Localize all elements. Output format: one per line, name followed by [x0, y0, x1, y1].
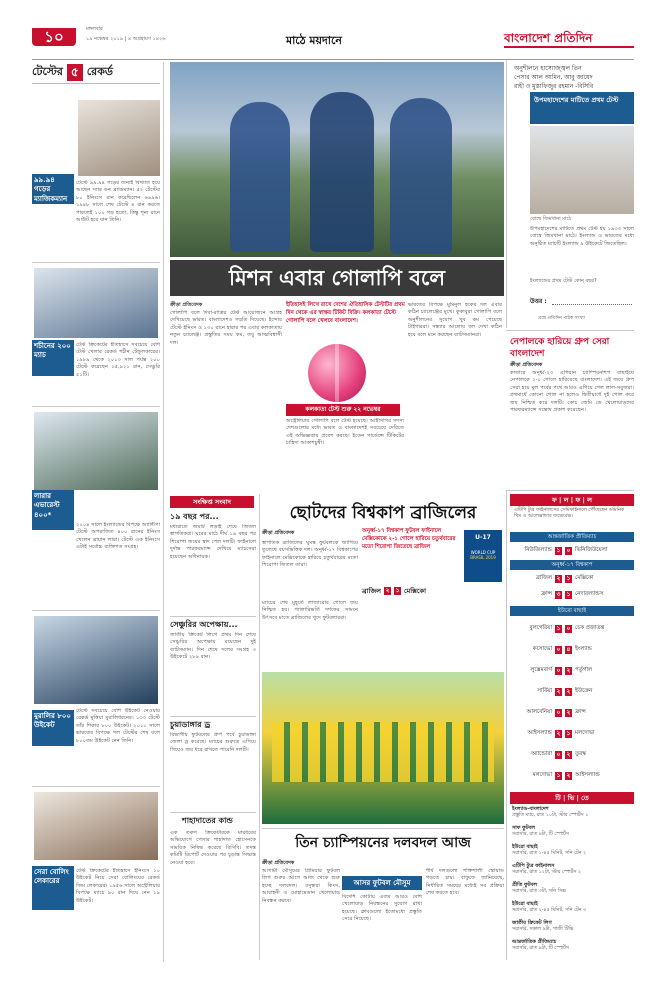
nepal-body: কাতারে অনূর্ধ্ব-২৩ এশিয়ান চ্যাম্পিয়নশিপ বাছাইয়ে নেপালকে ২-০ গোলে হারিয়েছে বাংলাদেশ। এই জয়ে গ্রুপ সেরা হয়ে মূল পর্বের পথে আরও এগিয়ে গেল লাল-সবুজরা। প্রথমার্ধে কোনো গোল না হলেও দ্বিতীয়ার্ধে দুই গোল করে জয় নিশ্চিত করে দলটি। কোচ জেমি ডে খেলোয়াড়দের পারফরম্যান্সে সন্তোষ প্রকাশ করেছেন। — [510, 370, 634, 413]
brief-4-title: শাহাদাতের কান্ড — [182, 816, 233, 825]
wc-byline: ক্রীড়া প্রতিবেদক — [262, 530, 295, 536]
tv-label: টি | ভি | তে — [510, 792, 634, 804]
fulfol-note: এটিপি ট্যুর ফাইনালসের সেমিফাইনালে পৌঁছেছেন ডমিনিক থিম ও আলেক্সান্ডার জভেরেভ। — [514, 508, 625, 520]
header-day: মঙ্গলবার — [86, 26, 103, 32]
records-title-num: ৫ — [67, 64, 83, 80]
section-title: মাঠে ময়দানে — [286, 34, 342, 47]
champ-byline: ক্রীড়া প্রতিবেদক — [262, 860, 295, 866]
euro-row — [512, 618, 632, 639]
euro-2-sb: ২ — [566, 666, 571, 674]
mission-body-3: ভারতের বিপক্ষে মুমিনুল হকের দল এবার কঠিন চ্যালেঞ্জের মুখে। কুকাবুরা গোলাপি বলে অনুশীলনের সুযোগ খুব কম পেয়েছে টাইগাররা। সন্ধ্যার আলোয় বল দেখা কঠিন হবে বলে মনে করছেন ব্যাটসম্যানরা। — [408, 302, 502, 338]
tv-6-head: জাতীয় ক্রিকেট লিগ — [512, 920, 552, 926]
nepal-byline: ক্রীড়া প্রতিবেদক — [510, 362, 543, 368]
intl-score-a: ১ — [556, 547, 561, 554]
fulfol-label: ফ | ল | ফ | ল — [510, 494, 634, 506]
sachin-photo — [34, 268, 158, 338]
mission-headline — [170, 260, 504, 296]
record-4-title: মুরালির ৮০০ উইকেট — [32, 710, 74, 746]
wc-body-2: ম্যাচের শেষ মুহূর্তে লাজারোর গোলে জয় নিশ্চিত হয়। গ্যালারিভর্তি দর্শকের সামনে উৎসবে মাতে ব্রাজিলের খুদে ফুটবলাররা। — [262, 600, 358, 621]
nepal-title: নেপালকে হারিয়ে গ্রুপ সেরা বাংলাদেশ — [510, 337, 610, 360]
ball-caption — [286, 404, 400, 416]
tv-3-head: এটিপি ট্যুর ফাইনালস — [512, 863, 555, 869]
champ-body-1: আগামী মৌসুমের প্রিমিয়ার ফুটবল লিগ শুরুর আগে আজ থেকে শুরু হচ্ছে দলবদল। বসুন্ধরা কিংস, আবাহনী ও মোহামেডান খেলোয়াড় নিবন্ধন করবে। — [262, 868, 340, 904]
logo-text: বাংলাদেশ প্রতিদিন — [504, 31, 593, 45]
wc-score-away-goals: ১ — [395, 587, 400, 594]
muralitharan-photo — [34, 616, 158, 704]
euro-row — [512, 744, 632, 765]
tv-4-head: প্রীতি ফুটবল — [512, 882, 537, 888]
tv-5-line: সরাসরি, রাত ২-৪৫ মিনিট, সনি টেন ৩ — [512, 907, 587, 913]
euro-4-sa: ০ — [556, 708, 561, 716]
tv-3-line: সরাসরি, রাত ১২টা, স্টার স্পোর্টস ২ — [512, 869, 582, 875]
brief-2-title: সেঞ্চুরির অপেক্ষায়... — [170, 620, 238, 629]
u17-2-a: ফ্রান্স — [541, 591, 552, 598]
euro-0-a: বুলগেরিয়া — [529, 624, 552, 631]
u17-1-a: ব্রাজিল — [535, 575, 552, 582]
tv-item — [512, 863, 634, 882]
tv-0-head: ইংল্যান্ড-বাংলাদেশ — [512, 806, 549, 812]
lara-photo — [34, 412, 158, 490]
wc-logo-c: BRASIL 2019 — [470, 555, 496, 561]
wc-logo — [464, 530, 502, 582]
brief-label-text: সংক্ষিপ্ত সংবাদ — [193, 498, 231, 506]
euro-6-b: তুরস্ক — [575, 750, 587, 757]
euro-7-sa: ১ — [556, 771, 561, 779]
euro-0-b: চেক প্রজাতন্ত্র — [575, 624, 605, 631]
wc-note: অনূর্ধ্ব-১৭ বিশ্বকাপ ফুটবল ফাইনালে মেক্সিকোকে ২-১ গোলে হারিয়ে চতুর্থবারের মতো শিরোপা জিতেছে ব্রাজিল — [362, 528, 456, 550]
euro-row — [512, 723, 632, 744]
quiz-photo — [530, 126, 634, 214]
record-2-title: শচীনের ২০০ ম্যাচ — [32, 340, 74, 376]
tv-item — [512, 882, 634, 901]
page-header — [0, 0, 650, 48]
euro-label: ইউরো বাছাই — [510, 606, 634, 616]
brief-2-body: জাতীয় ক্রিকেট লিগে প্রথম দিন শেষে সেঞ্চুরির অপেক্ষায় রয়েছেন দুই ব্যাটসম্যান। দিন শেষে দলের সংগ্রহ ৩ উইকেটে ২৮৯ রান। — [170, 632, 256, 661]
euro-row — [512, 681, 632, 702]
u17-row-2 — [512, 588, 632, 602]
euro-0-sb: ০ — [566, 624, 571, 632]
tv-6-line: সরাসরি, সকাল ৯টা, গাজী টিভি — [512, 926, 574, 932]
record-1-title: ৯৯.৯৪ গড়ের ম্যাজিকম্যান — [32, 174, 74, 204]
wc-score-home-goals: ২ — [385, 587, 390, 594]
champ-headline: তিন চ্যাম্পিয়নের দলবদল আজ — [295, 835, 471, 851]
intl-team-b: ভিনিজিউয়েলা — [575, 547, 608, 554]
u17-2-sb: ১ — [566, 591, 571, 598]
quiz-answer-label: উত্তর : — [530, 298, 547, 305]
wc-headline: ছোটদের বিশ্বকাপ ব্রাজিলের — [289, 503, 477, 523]
tv-1-head: সাফ ফুটবল — [512, 825, 536, 831]
u17-1-sb: ১ — [566, 575, 571, 582]
page-number: ১০ — [32, 28, 76, 46]
euro-list — [512, 618, 632, 786]
wc-score — [362, 584, 502, 598]
mission-body-1: গোলাপি বলে দিবা-রাত্রির টেস্ট আয়োজনে আগ্রহ দেখিয়েছে ভারত। বাংলাদেশও সম্মতি দিয়েছে। ইন্দোর টেস্টে ইনিংস ও ১৩০ রানে হারার পর এবার কলকাতায় নতুন চ্যালেঞ্জ। প্রস্তুতির সময় কম, তবু আত্মবিশ্বাসী দল। — [170, 310, 282, 346]
euro-1-sb: ৪ — [566, 645, 571, 653]
quiz-photo-caption: বোম্বে জিমখানা মাঠে — [530, 216, 572, 222]
records-title — [32, 62, 160, 84]
intl-label: আন্তর্জাতিক প্রীতিম্যাচ — [510, 532, 634, 542]
euro-row — [512, 765, 632, 786]
record-4 — [32, 614, 160, 784]
brief-4-body: এক তরুণ ক্রিকেটারকে মারধরের অভিযোগে পেসার শাহাদাত হোসেনকে সাময়িক নিষিদ্ধ করেছে বিসিবি। তদন্ত কমিটি রিপোর্ট দেওয়ার পর চূড়ান্ত সিদ্ধান্ত নেওয়া হবে। — [170, 830, 256, 866]
wc-team-photo — [262, 672, 504, 824]
quiz-body: উপমহাদেশের মাটিতে প্রথম টেস্ট হয় ১৯৩৩ সালে বোম্বে জিমখানা মাঠে। ইংল্যান্ড ও ভারতের মধ্যে অনুষ্ঠিত ম্যাচটি ইংল্যান্ড ৯ উইকেটে জিতেছিল। — [530, 226, 634, 247]
pink-note-text: ইতিহাসই লিখে রাখে দেশের ঐতিহাসিক টেস্টটির প্রথম দিন থেকে এর স্বাক্ষর টিকিট বিক্রি। কলকাতা টেস্টে গোলাপি বলে খেলবে বাংলাদেশ। — [286, 302, 405, 324]
euro-2-a: লুক্সেমবার্গ — [530, 666, 552, 673]
intl-match-row — [512, 544, 632, 558]
bradman-photo — [78, 100, 160, 176]
header-date: ১৯ নভেম্বর ২০১৯ | ৪ অগ্রহায়ণ ১৪২৬ — [86, 36, 166, 42]
tv-item — [512, 806, 634, 825]
euro-1-a: কসোভো — [532, 645, 552, 652]
euro-5-sa: ২ — [556, 729, 561, 737]
quiz-title — [530, 92, 634, 124]
ball-caption-text: কলকাতা টেস্ট শুরু ২২ নভেম্বর — [305, 406, 381, 413]
tv-7-head: আন্তর্জাতিক প্রীতিম্যাচ — [512, 939, 557, 945]
brief-label — [170, 496, 254, 508]
euro-3-a: সার্বিয়া — [537, 687, 552, 694]
record-2-body: টেস্ট ক্রিকেটের ইতিহাসে সবচেয়ে বেশি টেস্ট খেলার রেকর্ড শচীন টেন্ডুলকারের। ১৯৮৯ থেকে ২০১৩ সাল পর্যন্ত ২০০ টেস্টে করেছেন ১৫,৯২১ রান, সেঞ্চুরি ৫১টি। — [76, 342, 160, 378]
tv-list — [512, 806, 634, 958]
logo — [504, 30, 634, 48]
euro-4-b: ফ্রান্স — [575, 708, 586, 715]
tv-4-line: সরাসরি, রাত ৩টা, সনি সিক্স — [512, 888, 566, 894]
tv-5-head: ইউরো বাছাই — [512, 901, 538, 907]
quiz-question: ইংল্যান্ডের প্রথম টেস্ট কোন্‌ বছর? — [530, 278, 597, 284]
records-title-a: টেস্টের — [32, 65, 63, 79]
tv-item — [512, 844, 634, 863]
euro-3-b: ইউক্রেন — [575, 687, 593, 694]
records-title-b: রেকর্ড — [86, 65, 114, 79]
pink-note — [286, 302, 406, 342]
record-4-body: টেস্টে সবচেয়ে বেশি উইকেট নেওয়ার রেকর্ড মুত্তিয়া মুরালিধরনের। ১৩৩ টেস্টে তাঁর শিকার ৮০০ উইকেট। ২০১০ সালে ভারতের বিপক্ষে গল টেস্টের শেষ বলে ৮০০তম উইকেট নেন তিনি। — [76, 708, 160, 744]
euro-2-b: পর্তুগাল — [575, 666, 593, 673]
tv-item — [512, 901, 634, 920]
champ-body-2: বিদেশি কোটায় এবার আরও বেশি খেলোয়াড় নিবন্ধনের সুযোগ রাখা হয়েছে। ক্লাবগুলো ইতোমধ্যে প্রস্তুতি সেরে নিয়েছে। — [342, 894, 422, 923]
intl-team-a: নিউজিল্যান্ড — [524, 547, 552, 554]
euro-row — [512, 660, 632, 681]
euro-4-sb: ২ — [566, 708, 571, 716]
mission-headline-text: মিশন এবার গোলাপি বলে — [228, 266, 445, 290]
wc-body-1: স্বাগতিক ব্রাজিলের ঘুমন্ত ফুটবলকে জাগিয়ে তুলেছে বয়সভিত্তিক দল। অনূর্ধ্ব-১৭ বিশ্বকাপের ফাইনালে মেক্সিকোকে হারিয়ে চতুর্থবারের মতো শিরোপা জিতল তারা। — [262, 540, 358, 569]
quiz-title-text: উপমহাদেশের মাটিতে প্রথম টেস্ট — [534, 96, 619, 104]
euro-5-sb: ১ — [566, 729, 571, 737]
wc-logo-b: WORLD CUP — [470, 550, 496, 556]
euro-row — [512, 702, 632, 723]
wc-score-home: ব্রাজিল — [362, 586, 382, 595]
pink-ball — [308, 344, 366, 402]
mission-byline: ক্রীড়া প্রতিবেদক — [170, 302, 203, 308]
euro-6-sb: ২ — [566, 750, 571, 758]
euro-1-sa: ০ — [556, 645, 561, 653]
euro-7-b: আইসল্যান্ড — [575, 771, 600, 778]
main-photo — [170, 62, 504, 257]
u17-1-b: মেক্সিকো — [575, 575, 594, 582]
tv-1-line: সরাসরি, রাত ৯টা, টি স্পোর্টস — [512, 831, 569, 837]
record-3 — [32, 410, 160, 580]
record-5-title: সেরা বোলিং লেকারের — [32, 866, 74, 910]
laker-photo — [34, 792, 158, 860]
tv-2-head: ইউরো বাছাই — [512, 844, 538, 850]
photo-caption: অনুশীলনে হাস্যোজ্জ্বল তিন পেসার আল আমিন, আবু জায়েদ রাহী ও মুস্তাফিজুর রহমান -বিসিবি — [514, 65, 594, 90]
intl-score-b: ০ — [566, 547, 571, 554]
euro-5-b: মলদোভা — [575, 729, 595, 736]
record-3-title: লারার এভারেস্ট ৪০০* — [32, 490, 74, 530]
euro-3-sa: ২ — [556, 687, 561, 695]
u17-2-b: নেদারল্যান্ডস — [575, 591, 604, 598]
tv-item — [512, 939, 634, 958]
wc-logo-a: U-17 — [475, 534, 491, 541]
record-3-body: ২০০৪ সালে ইংল্যান্ডের বিপক্ষে অ্যান্টিগা টেস্টে অপরাজিত ৪০০ রানের ইনিংস খেলেন ব্রায়ান লারা। টেস্টে এক ইনিংসে এটাই সর্বোচ্চ ব্যক্তিগত সংগ্রহ। — [76, 522, 160, 551]
quiz-footer: প্রশ্নে প্রতিদিন পাঠক সংখ্যা — [538, 316, 586, 321]
champ-sub: আসর ফুটবল মৌসুম — [342, 876, 422, 890]
brief-1-body: মধ্যরাতে জমাট লড়াই শেষে জিতল স্বাগতিকরা। ঘরের মাঠে দীর্ঘ ১৯ বছর পর শিরোপা জয়ের স্বাদ পেল দলটি। ফাইনালে দুর্দান্ত পারফরম্যান্স দেখিয়ে ম্যাচসেরা হয়েছেন অধিনায়ক। — [170, 524, 256, 560]
record-1-body: টেস্টে ৯৯.৯৪ গড়ের জন্যই বিখ্যাত হয়ে আছেন স্যার ডন ব্র্যাডম্যান। ৫২ টেস্টের ৮০ ইনিংসে রান করেছিলেন ৬৯৯৬। ১৯৪৮ সালে শেষ টেস্টে ৪ রান করতে পারলেই ১০০ গড় হতো, কিন্তু শূন্য রানে আউট হয়ে যান তিনি। — [76, 180, 160, 223]
euro-7-a: মলদোভা — [532, 771, 552, 778]
wc-score-away: মেক্সিকো — [404, 586, 426, 595]
euro-1-b: ইংল্যান্ড — [575, 645, 592, 652]
euro-5-a: আইসল্যান্ড — [527, 729, 552, 736]
brief-1-title: ১৯ বছর পর... — [170, 512, 219, 521]
record-5-body: টেস্ট ক্রিকেটের ইতিহাসে ইনিংসে ১০ উইকেট নিয়ে সেরা বোলিংয়ের রেকর্ড জিম লেকারের। ১৯৫৬ সালে অস্ট্রেলিয়ার বিপক্ষে ম্যাচে ৯০ রান দিয়ে নেন ১৯ উইকেট। — [76, 868, 160, 904]
euro-7-sb: ২ — [566, 771, 571, 779]
record-5 — [32, 790, 160, 960]
u17-1-sa: ২ — [556, 575, 561, 582]
euro-6-sa: ০ — [556, 750, 561, 758]
brief-3-title: চুয়াডাঙ্গার ড্র — [170, 720, 211, 729]
u17-2-sa: ৩ — [556, 591, 561, 598]
euro-2-sa: ০ — [556, 666, 561, 674]
euro-row — [512, 639, 632, 660]
u17-row-1 — [512, 572, 632, 586]
euro-0-sa: ১ — [556, 624, 561, 632]
brief-3-body: বিভাগীয় ফুটবলের গ্রুপ পর্বে চুয়াডাঙ্গা জেলা ড্র করেছে। ম্যাচের শুরুতে এগিয়ে গিয়েও জয় ধরে রাখতে পারেনি দলটি। — [170, 732, 256, 753]
tv-7-line: সরাসরি, রাত ৯টা, টি স্পোর্টস — [512, 945, 569, 951]
record-1 — [32, 88, 160, 258]
tv-2-line: সরাসরি, রাত ১-৪৫ মিনিট, সনি টেন ২ — [512, 850, 587, 856]
euro-3-sb: ২ — [566, 687, 571, 695]
u17-label: অনূর্ধ্ব-১৭ বিশ্বকাপ — [510, 560, 634, 570]
champ-body-3: শীর্ষ দলগুলো শক্তিশালী স্কোয়াড গড়তে চায়। বাফুফে জানিয়েছে, নির্ধারিত সময়ের মধ্যেই সব প্রক্রিয়া শেষ করতে হবে। — [426, 868, 504, 897]
euro-4-a: আলবেনিয়া — [526, 708, 552, 715]
record-2 — [32, 266, 160, 406]
tv-item — [512, 920, 634, 939]
tv-item — [512, 825, 634, 844]
euro-6-a: অ্যান্ডোরা — [531, 750, 552, 757]
mission-body-2: অস্ট্রেলিয়ায় গোলাপি বলে টেস্ট হয়েছে। আইসিসির সদস্য দেশগুলোর মধ্যে ভারত ও বাংলাদেশই সবচেয়ে দেরিতে এই অভিজ্ঞতায় প্রবেশ করছে। ইডেন গার্ডেন্সে টিকিটের চাহিদা আকাশচুম্বী। — [286, 418, 404, 447]
tv-0-line: প্রস্তুতি ম্যাচ, রাত ১০টা, স্টার স্পোর্টস ১ — [512, 812, 589, 818]
